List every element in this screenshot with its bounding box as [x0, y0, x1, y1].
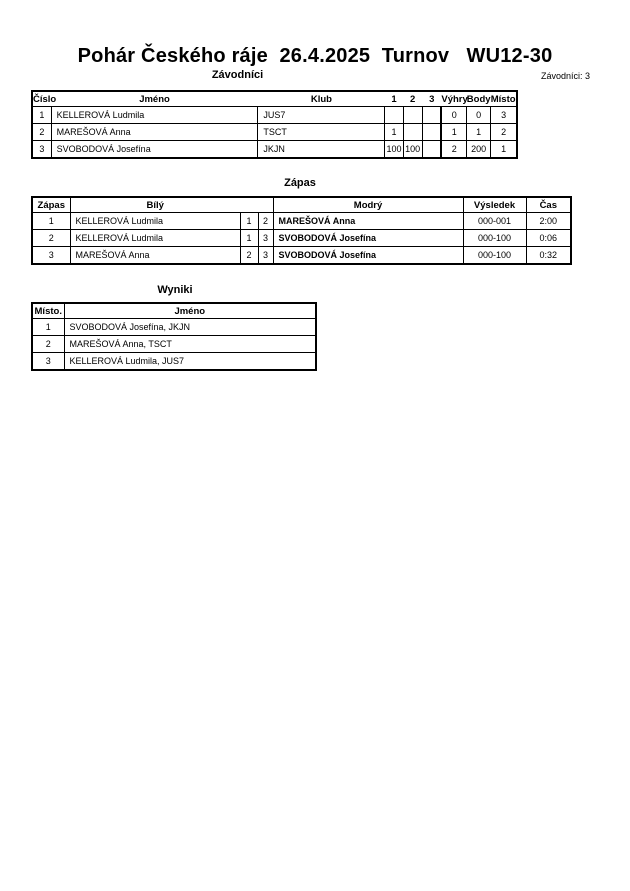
competitor-club: TSCT — [258, 124, 385, 141]
round-1-score — [385, 107, 403, 124]
page-title: Pohár Českého ráje 26.4.2025 Turnov WU12-30 — [77, 45, 553, 67]
match-time: 0:32 — [526, 247, 571, 265]
match-time: 2:00 — [526, 213, 571, 230]
round-3-score — [422, 107, 441, 124]
result-name: KELLEROVÁ Ludmila, JUS7 — [64, 353, 316, 371]
table-row — [32, 107, 517, 124]
blue-number: 3 — [258, 230, 273, 247]
blue-competitor: SVOBODOVÁ Josefína — [273, 247, 463, 265]
competitor-number: 1 — [32, 107, 51, 124]
col-header: Modrý — [273, 197, 463, 213]
white-competitor: MAREŠOVÁ Anna — [70, 247, 240, 265]
col-header: 2 — [403, 91, 422, 107]
competitors-count: Závodníci: 3 — [541, 71, 591, 81]
competitors-heading: Závodníci — [211, 69, 264, 81]
matches-table — [31, 196, 572, 265]
competitor-number: 2 — [32, 124, 51, 141]
competitor-number: 3 — [32, 141, 51, 159]
table-row — [32, 247, 571, 265]
table-row — [32, 353, 316, 371]
table-row — [32, 230, 571, 247]
col-header: 1 — [385, 91, 403, 107]
points: 0 — [467, 107, 491, 124]
result-place: 2 — [32, 336, 64, 353]
matches-heading: Zápas — [284, 177, 316, 189]
competitor-club: JUS7 — [258, 107, 385, 124]
blue-number: 2 — [258, 213, 273, 230]
table-row — [32, 141, 517, 159]
white-number: 1 — [240, 213, 258, 230]
result-name: SVOBODOVÁ Josefína, JKJN — [64, 319, 316, 336]
match-result: 000-100 — [463, 247, 526, 265]
wins: 0 — [441, 107, 466, 124]
competitors-header-row — [32, 91, 517, 107]
col-header: Místo. — [32, 303, 64, 319]
competitors-table — [31, 90, 518, 159]
col-header: Bílý — [70, 197, 273, 213]
place: 2 — [491, 124, 517, 141]
col-header: Místo. — [491, 91, 517, 107]
table-row — [32, 319, 316, 336]
col-header: Klub — [258, 91, 385, 107]
col-header: Zápas — [32, 197, 70, 213]
round-2-score — [403, 124, 422, 141]
wins: 1 — [441, 124, 466, 141]
result-place: 3 — [32, 353, 64, 371]
blue-number: 3 — [258, 247, 273, 265]
round-2-score: 100 — [403, 141, 422, 159]
results-heading: Wyniki — [157, 284, 193, 296]
col-header: Číslo — [32, 91, 51, 107]
round-3-score — [422, 141, 441, 159]
competitor-name: KELLEROVÁ Ludmila — [51, 107, 258, 124]
competitor-name: SVOBODOVÁ Josefína — [51, 141, 258, 159]
white-number: 2 — [240, 247, 258, 265]
result-place: 1 — [32, 319, 64, 336]
col-header: Výhry — [441, 91, 466, 107]
match-number: 3 — [32, 247, 70, 265]
competitor-name: MAREŠOVÁ Anna — [51, 124, 258, 141]
blue-competitor: SVOBODOVÁ Josefína — [273, 230, 463, 247]
match-number: 1 — [32, 213, 70, 230]
place: 3 — [491, 107, 517, 124]
points: 1 — [467, 124, 491, 141]
col-header: Jméno — [64, 303, 316, 319]
col-header: Jméno — [51, 91, 258, 107]
table-row — [32, 124, 517, 141]
white-competitor: KELLEROVÁ Ludmila — [70, 230, 240, 247]
table-row — [32, 213, 571, 230]
round-1-score: 1 — [385, 124, 403, 141]
place: 1 — [491, 141, 517, 159]
col-header: Výsledek — [463, 197, 526, 213]
points: 200 — [467, 141, 491, 159]
match-result: 000-100 — [463, 230, 526, 247]
table-row — [32, 336, 316, 353]
round-1-score: 100 — [385, 141, 403, 159]
competitor-club: JKJN — [258, 141, 385, 159]
col-header: Body — [467, 91, 491, 107]
match-time: 0:06 — [526, 230, 571, 247]
match-result: 000-001 — [463, 213, 526, 230]
round-2-score — [403, 107, 422, 124]
result-name: MAREŠOVÁ Anna, TSCT — [64, 336, 316, 353]
matches-header-row — [32, 197, 571, 213]
results-header-row — [32, 303, 316, 319]
white-competitor: KELLEROVÁ Ludmila — [70, 213, 240, 230]
match-number: 2 — [32, 230, 70, 247]
white-number: 1 — [240, 230, 258, 247]
wins: 2 — [441, 141, 466, 159]
results-table — [31, 302, 317, 371]
blue-competitor: MAREŠOVÁ Anna — [273, 213, 463, 230]
col-header: 3 — [422, 91, 441, 107]
col-header: Čas — [526, 197, 571, 213]
round-3-score — [422, 124, 441, 141]
